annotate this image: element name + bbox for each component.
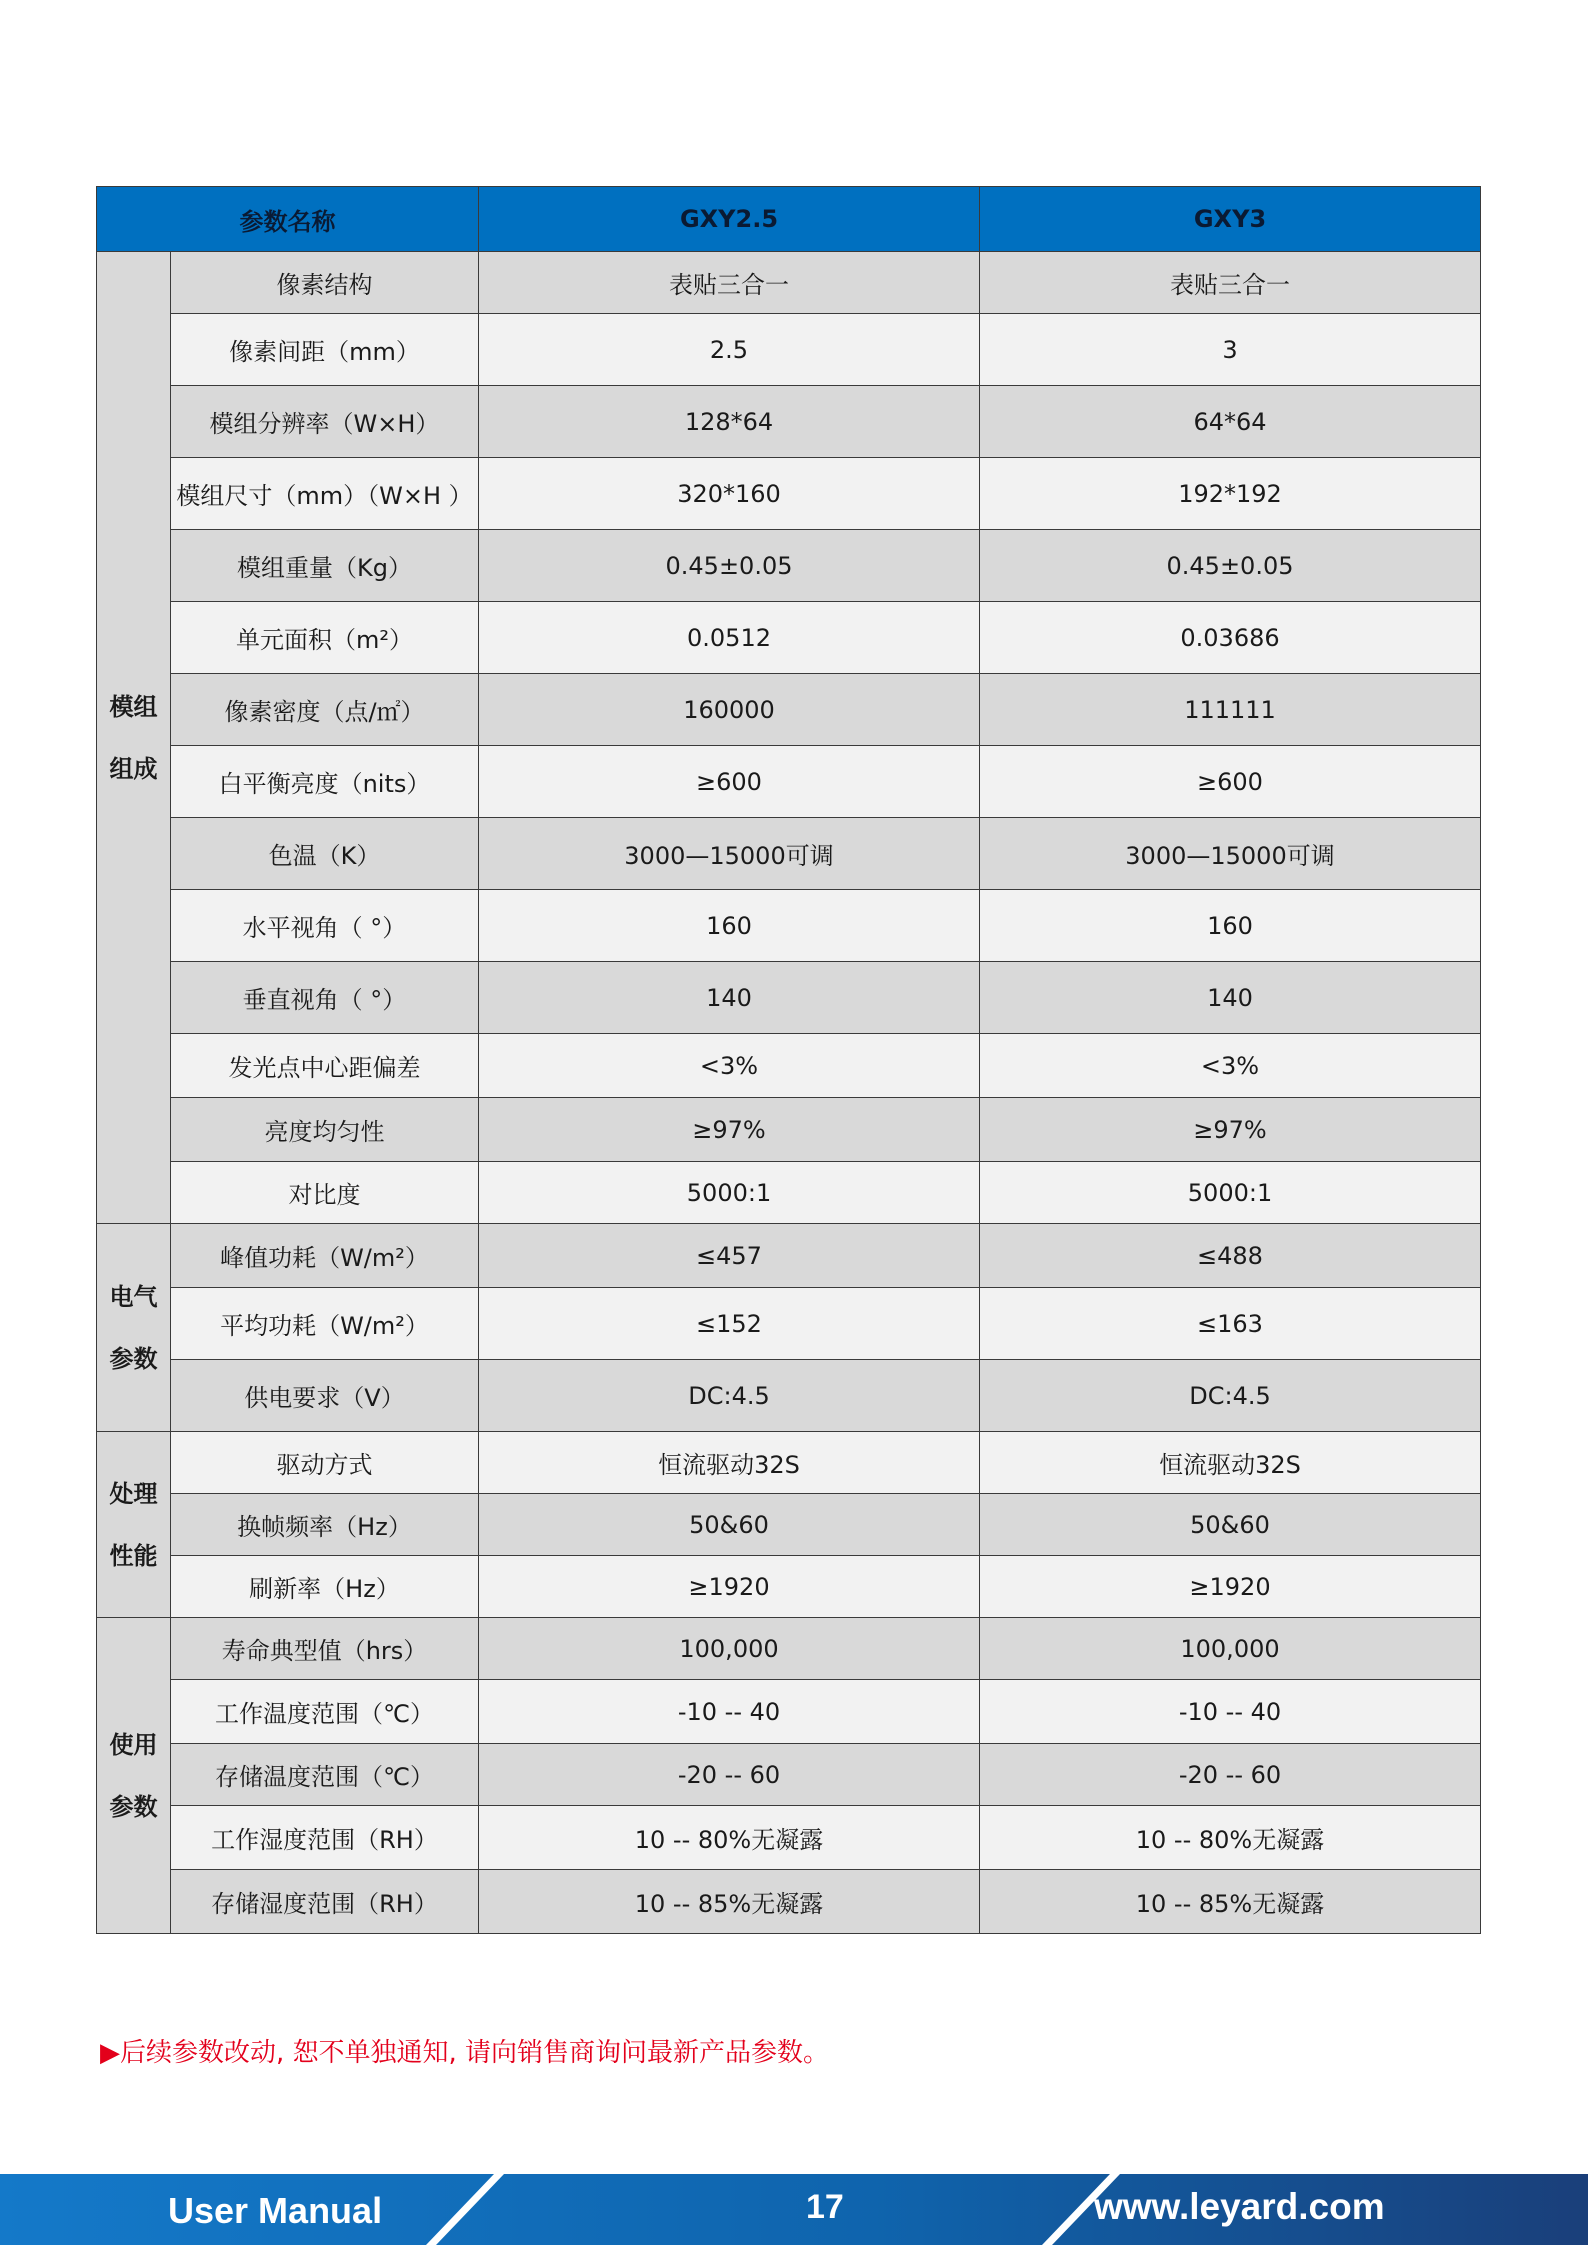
gxy3-value-cell: 111111 bbox=[980, 674, 1481, 746]
param-name-cell: 模组分辨率（W×H） bbox=[171, 386, 479, 458]
param-name-cell: 峰值功耗（W/m²） bbox=[171, 1224, 479, 1288]
table-row bbox=[97, 1224, 1481, 1288]
gxy3-value-cell: ≥600 bbox=[980, 746, 1481, 818]
table-row bbox=[97, 1744, 1481, 1806]
spec-table-body bbox=[97, 252, 1481, 1934]
table-row bbox=[97, 1432, 1481, 1494]
footer-website-link[interactable]: www.leyard.com bbox=[1094, 2186, 1385, 2227]
header-model-gxy3: GXY3 bbox=[980, 187, 1481, 252]
param-name-cell: 色温（K） bbox=[171, 818, 479, 890]
table-row bbox=[97, 386, 1481, 458]
gxy2-5-value-cell: 表贴三合一 bbox=[479, 252, 980, 314]
gxy2-5-value-cell: DC:4.5 bbox=[479, 1360, 980, 1432]
param-name-cell: 刷新率（Hz） bbox=[171, 1556, 479, 1618]
gxy3-value-cell: 0.45±0.05 bbox=[980, 530, 1481, 602]
gxy3-value-cell: 140 bbox=[980, 962, 1481, 1034]
gxy3-value-cell: 恒流驱动32S bbox=[980, 1432, 1481, 1494]
table-row bbox=[97, 1360, 1481, 1432]
table-row bbox=[97, 1288, 1481, 1360]
param-name-cell: 亮度均匀性 bbox=[171, 1098, 479, 1162]
gxy3-value-cell: -20 -- 60 bbox=[980, 1744, 1481, 1806]
param-name-cell: 模组重量（Kg） bbox=[171, 530, 479, 602]
gxy2-5-value-cell: 160 bbox=[479, 890, 980, 962]
table-row bbox=[97, 962, 1481, 1034]
gxy3-value-cell: 192*192 bbox=[980, 458, 1481, 530]
table-row bbox=[97, 1556, 1481, 1618]
gxy3-value-cell: 3 bbox=[980, 314, 1481, 386]
gxy3-value-cell: DC:4.5 bbox=[980, 1360, 1481, 1432]
param-name-cell: 驱动方式 bbox=[171, 1432, 479, 1494]
param-name-cell: 模组尺寸（mm）（W×H ） bbox=[171, 458, 479, 530]
gxy3-value-cell: 160 bbox=[980, 890, 1481, 962]
param-name-cell: 对比度 bbox=[171, 1162, 479, 1224]
gxy3-value-cell: 100,000 bbox=[980, 1618, 1481, 1680]
gxy2-5-value-cell: ≥600 bbox=[479, 746, 980, 818]
table-row bbox=[97, 602, 1481, 674]
gxy2-5-value-cell: 140 bbox=[479, 962, 980, 1034]
param-name-cell: 白平衡亮度（nits） bbox=[171, 746, 479, 818]
table-row bbox=[97, 1494, 1481, 1556]
param-name-cell: 平均功耗（W/m²） bbox=[171, 1288, 479, 1360]
gxy2-5-value-cell: -10 -- 40 bbox=[479, 1680, 980, 1744]
gxy3-value-cell: ≤163 bbox=[980, 1288, 1481, 1360]
gxy2-5-value-cell: -20 -- 60 bbox=[479, 1744, 980, 1806]
table-row bbox=[97, 530, 1481, 602]
param-name-cell: 存储湿度范围（RH） bbox=[171, 1870, 479, 1934]
footer-page-number: 17 bbox=[806, 2188, 844, 2226]
gxy2-5-value-cell: 50&60 bbox=[479, 1494, 980, 1556]
gxy2-5-value-cell: 恒流驱动32S bbox=[479, 1432, 980, 1494]
gxy3-value-cell: 0.03686 bbox=[980, 602, 1481, 674]
param-name-cell: 工作温度范围（℃） bbox=[171, 1680, 479, 1744]
gxy3-value-cell: 表贴三合一 bbox=[980, 252, 1481, 314]
gxy2-5-value-cell: 3000—15000可调 bbox=[479, 818, 980, 890]
table-row bbox=[97, 1618, 1481, 1680]
table-row bbox=[97, 746, 1481, 818]
param-name-cell: 存储温度范围（℃） bbox=[171, 1744, 479, 1806]
gxy2-5-value-cell: ≥97% bbox=[479, 1098, 980, 1162]
table-row bbox=[97, 818, 1481, 890]
table-row bbox=[97, 458, 1481, 530]
gxy2-5-value-cell: 100,000 bbox=[479, 1618, 980, 1680]
spec-table bbox=[96, 186, 1481, 1934]
gxy2-5-value-cell: 160000 bbox=[479, 674, 980, 746]
param-name-cell: 单元面积（m²） bbox=[171, 602, 479, 674]
gxy2-5-value-cell: 320*160 bbox=[479, 458, 980, 530]
param-name-cell: 像素密度（点/㎡） bbox=[171, 674, 479, 746]
group-label: 电气 参数 bbox=[97, 1224, 171, 1432]
gxy2-5-value-cell: ≤152 bbox=[479, 1288, 980, 1360]
gxy3-value-cell: 3000—15000可调 bbox=[980, 818, 1481, 890]
gxy2-5-value-cell: <3% bbox=[479, 1034, 980, 1098]
gxy2-5-value-cell: ≥1920 bbox=[479, 1556, 980, 1618]
gxy2-5-value-cell: ≤457 bbox=[479, 1224, 980, 1288]
param-name-cell: 寿命典型值（hrs） bbox=[171, 1618, 479, 1680]
table-row bbox=[97, 1162, 1481, 1224]
gxy3-value-cell: 5000:1 bbox=[980, 1162, 1481, 1224]
gxy3-value-cell: 50&60 bbox=[980, 1494, 1481, 1556]
group-label: 处理 性能 bbox=[97, 1432, 171, 1618]
gxy2-5-value-cell: 128*64 bbox=[479, 386, 980, 458]
gxy2-5-value-cell: 10 -- 80%无凝露 bbox=[479, 1806, 980, 1870]
gxy3-value-cell: 64*64 bbox=[980, 386, 1481, 458]
param-name-cell: 像素间距（mm） bbox=[171, 314, 479, 386]
gxy3-value-cell: ≥97% bbox=[980, 1098, 1481, 1162]
gxy3-value-cell: 10 -- 80%无凝露 bbox=[980, 1806, 1481, 1870]
gxy3-value-cell: -10 -- 40 bbox=[980, 1680, 1481, 1744]
gxy2-5-value-cell: 0.0512 bbox=[479, 602, 980, 674]
group-label: 模组 组成 bbox=[97, 252, 171, 1224]
header-param-name: 参数名称 bbox=[97, 187, 479, 252]
param-name-cell: 工作湿度范围（RH） bbox=[171, 1806, 479, 1870]
disclaimer-note: ▶后续参数改动, 恕不单独通知, 请向销售商询问最新产品参数。 bbox=[100, 2038, 830, 2068]
param-name-cell: 换帧频率（Hz） bbox=[171, 1494, 479, 1556]
footer-manual-label: User Manual bbox=[168, 2190, 383, 2231]
gxy2-5-value-cell: 0.45±0.05 bbox=[479, 530, 980, 602]
table-row bbox=[97, 1098, 1481, 1162]
gxy3-value-cell: <3% bbox=[980, 1034, 1481, 1098]
param-name-cell: 水平视角（ °） bbox=[171, 890, 479, 962]
table-row bbox=[97, 1806, 1481, 1870]
table-row bbox=[97, 890, 1481, 962]
page-footer bbox=[0, 2174, 1588, 2245]
gxy3-value-cell: 10 -- 85%无凝露 bbox=[980, 1870, 1481, 1934]
param-name-cell: 发光点中心距偏差 bbox=[171, 1034, 479, 1098]
param-name-cell: 供电要求（V） bbox=[171, 1360, 479, 1432]
group-label: 使用 参数 bbox=[97, 1618, 171, 1934]
table-row bbox=[97, 1870, 1481, 1934]
table-row bbox=[97, 674, 1481, 746]
table-row bbox=[97, 314, 1481, 386]
param-name-cell: 垂直视角（ °） bbox=[171, 962, 479, 1034]
table-row bbox=[97, 1034, 1481, 1098]
gxy3-value-cell: ≤488 bbox=[980, 1224, 1481, 1288]
gxy2-5-value-cell: 10 -- 85%无凝露 bbox=[479, 1870, 980, 1934]
table-header-row bbox=[97, 187, 1481, 252]
gxy2-5-value-cell: 5000:1 bbox=[479, 1162, 980, 1224]
param-name-cell: 像素结构 bbox=[171, 252, 479, 314]
table-row bbox=[97, 252, 1481, 314]
gxy3-value-cell: ≥1920 bbox=[980, 1556, 1481, 1618]
gxy2-5-value-cell: 2.5 bbox=[479, 314, 980, 386]
header-model-gxy2-5: GXY2.5 bbox=[479, 187, 980, 252]
table-row bbox=[97, 1680, 1481, 1744]
